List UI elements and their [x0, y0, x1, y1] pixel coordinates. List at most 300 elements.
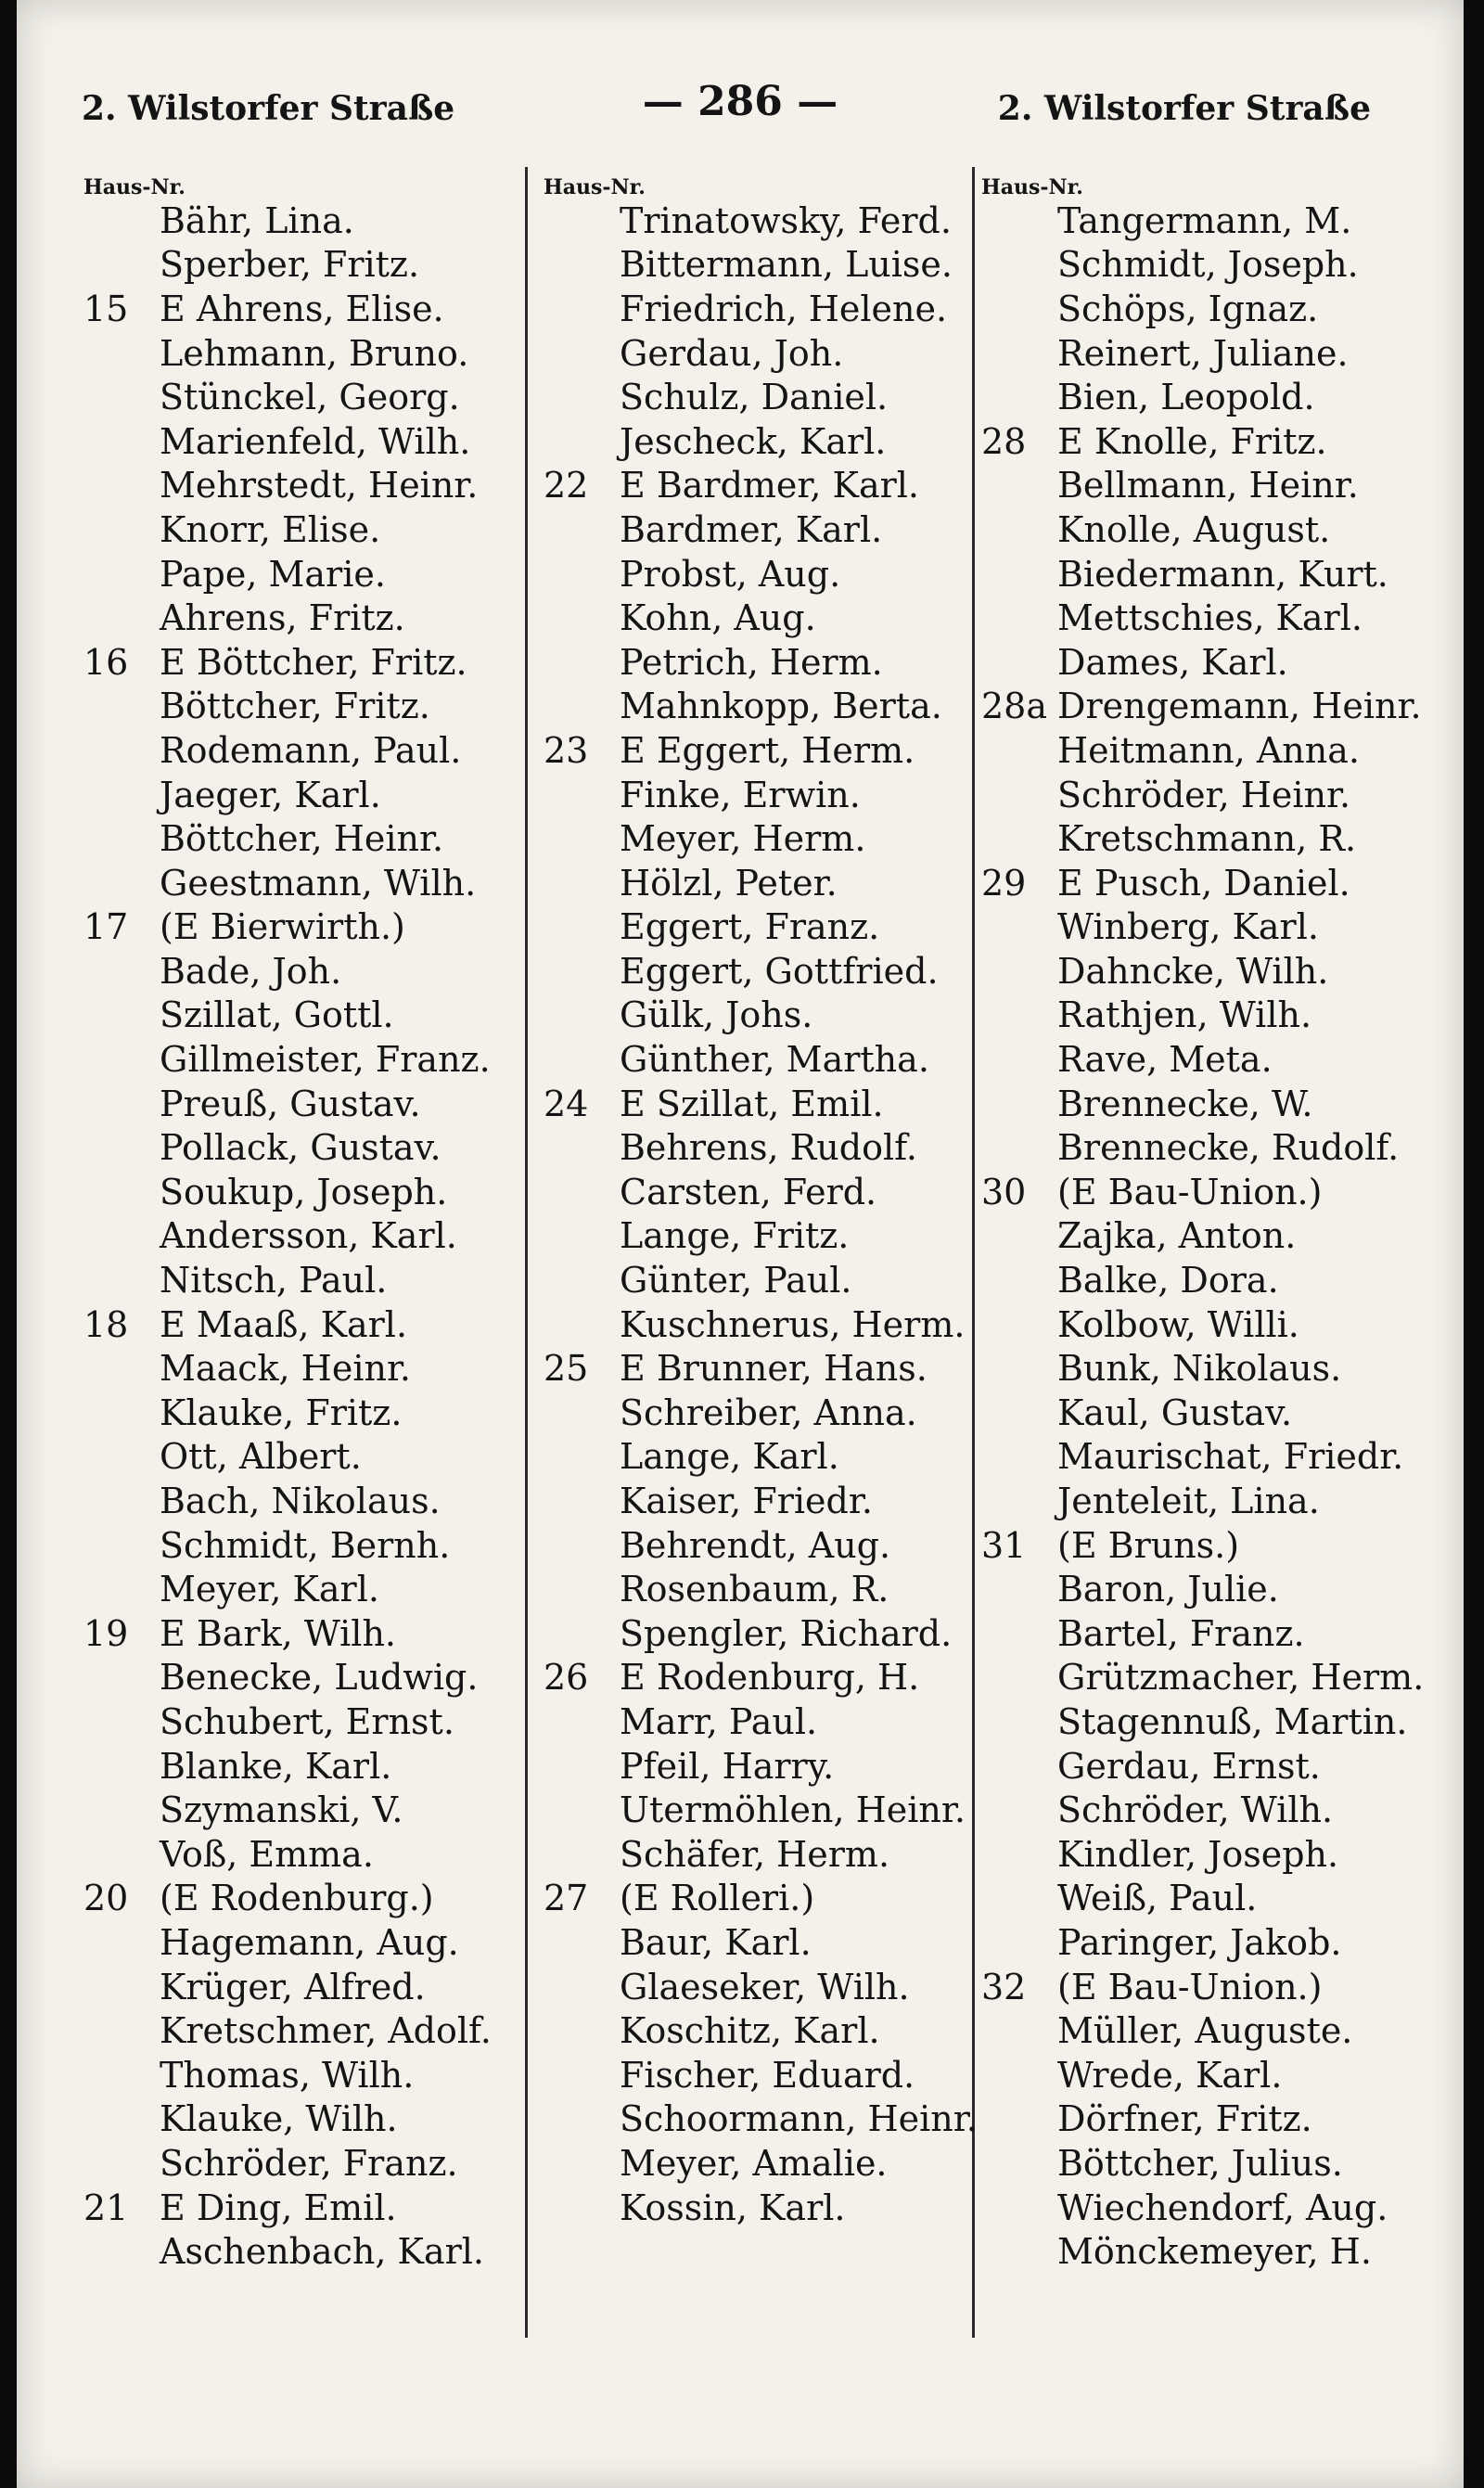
resident-name: Koschitz, Karl. — [620, 2010, 880, 2052]
resident-name: Lehmann, Bruno. — [160, 332, 469, 374]
resident-name: Krüger, Alfred. — [160, 1966, 426, 2007]
directory-entry — [981, 552, 1445, 596]
resident-name: Petrich, Herm. — [620, 641, 883, 683]
resident-name: Böttcher, Julius. — [1057, 2142, 1343, 2184]
resident-name: Finke, Erwin. — [620, 774, 861, 815]
column-2 — [544, 176, 979, 2229]
resident-name: Drengemann, Heinr. — [1057, 686, 1422, 727]
directory-entry — [981, 287, 1445, 331]
resident-name: Biedermann, Kurt. — [1057, 553, 1388, 595]
directory-entry — [83, 2008, 527, 2053]
directory-entry — [83, 243, 527, 288]
directory-entry — [544, 1788, 979, 1832]
resident-name: Schröder, Wilh. — [1057, 1789, 1334, 1831]
directory-entry — [83, 1435, 527, 1480]
resident-name: Müller, Auguste. — [1057, 2010, 1353, 2052]
page-header — [17, 78, 1464, 143]
directory-entry — [83, 1082, 527, 1126]
directory-entry — [83, 1965, 527, 2009]
column-1 — [83, 176, 527, 2274]
resident-name: Marienfeld, Wilh. — [160, 420, 471, 462]
resident-name: Aschenbach, Karl. — [160, 2231, 484, 2273]
resident-name: Kaiser, Friedr. — [620, 1481, 873, 1522]
directory-entry — [544, 1037, 979, 1082]
resident-name: Kossin, Karl. — [620, 2187, 846, 2228]
directory-entry — [981, 1125, 1445, 1170]
resident-name: Winberg, Karl. — [1057, 906, 1319, 948]
resident-name: Böttcher, Heinr. — [160, 818, 444, 860]
directory-entry — [83, 1788, 527, 1832]
resident-name: Schulz, Daniel. — [620, 377, 889, 418]
resident-name: Bellmann, Heinr. — [1057, 465, 1359, 507]
directory-entry — [544, 1258, 979, 1302]
resident-name: Schubert, Ernst. — [160, 1700, 454, 1742]
resident-name: Knorr, Elise. — [160, 508, 381, 550]
resident-name: Mönckemeyer, H. — [1057, 2231, 1372, 2273]
directory-entry — [83, 1214, 527, 1259]
resident-name: Blanke, Karl. — [160, 1745, 392, 1787]
resident-name: Probst, Aug. — [620, 553, 841, 595]
directory-entry — [544, 2097, 979, 2142]
directory-entry — [544, 861, 979, 905]
directory-entry — [981, 861, 1445, 905]
directory-entry — [83, 685, 527, 729]
resident-name: (E Rodenburg.) — [160, 1878, 434, 1919]
resident-name: Wiechendorf, Aug. — [1057, 2187, 1388, 2228]
resident-name: Brennecke, W. — [1057, 1083, 1313, 1124]
directory-entry — [83, 331, 527, 376]
resident-name: Pollack, Gustav. — [160, 1127, 441, 1169]
directory-entry — [83, 816, 527, 861]
directory-entry — [981, 2097, 1445, 2142]
resident-name: Heitmann, Anna. — [1057, 729, 1360, 771]
resident-name: Bien, Leopold. — [1057, 377, 1315, 418]
resident-name: E Böttcher, Fritz. — [160, 641, 467, 683]
directory-entry — [83, 1258, 527, 1302]
resident-name: Günter, Paul. — [620, 1260, 852, 1302]
directory-entry — [981, 1523, 1445, 1568]
resident-name: Schreiber, Anna. — [620, 1391, 917, 1433]
resident-name: Bittermann, Luise. — [620, 244, 953, 286]
resident-name: Nitsch, Paul. — [160, 1260, 388, 1302]
directory-entry — [544, 1170, 979, 1214]
resident-name: Thomas, Wilh. — [160, 2054, 415, 2096]
resident-name: Lange, Fritz. — [620, 1215, 850, 1257]
directory-entry — [981, 1965, 1445, 2009]
directory-entry — [544, 1567, 979, 1611]
resident-name: Stagennuß, Martin. — [1057, 1700, 1408, 1742]
resident-name: Sperber, Fritz. — [160, 244, 420, 286]
resident-name: E Rodenburg, H. — [620, 1657, 920, 1699]
resident-name: Behrens, Rudolf. — [620, 1127, 917, 1169]
directory-entry — [544, 464, 979, 508]
resident-name: Klauke, Fritz. — [160, 1391, 403, 1433]
directory-entry — [544, 1346, 979, 1391]
directory-entry — [981, 728, 1445, 773]
directory-entry — [981, 2008, 1445, 2053]
house-number: 32 — [981, 1966, 1027, 2007]
directory-entry — [981, 1037, 1445, 1082]
resident-name: Bardmer, Karl. — [620, 508, 883, 550]
directory-entry — [981, 949, 1445, 994]
resident-name: Grützmacher, Herm. — [1057, 1657, 1425, 1699]
directory-entry — [544, 1391, 979, 1435]
resident-name: Kuschnerus, Herm. — [620, 1303, 966, 1345]
house-number: 28a — [981, 686, 1048, 727]
resident-name: Rodemann, Paul. — [160, 729, 462, 771]
directory-entry — [544, 1965, 979, 2009]
house-number: 15 — [83, 288, 129, 329]
directory-entry — [981, 1435, 1445, 1480]
directory-entry — [83, 199, 527, 243]
directory-entry — [544, 1082, 979, 1126]
directory-entry — [544, 1523, 979, 1568]
resident-name: Knolle, August. — [1057, 508, 1331, 550]
resident-name: (E Rolleri.) — [620, 1878, 815, 1919]
resident-name: Fischer, Eduard. — [620, 2054, 915, 2096]
directory-entry — [544, 905, 979, 950]
directory-entry — [981, 2053, 1445, 2097]
resident-name: Friedrich, Helene. — [620, 288, 948, 329]
directory-entry — [981, 2186, 1445, 2230]
directory-entry — [981, 1082, 1445, 1126]
house-number: 20 — [83, 1878, 129, 1919]
resident-name: Jenteleit, Lina. — [1057, 1481, 1320, 1522]
resident-name: Meyer, Herm. — [620, 818, 866, 860]
directory-entry — [83, 552, 527, 596]
resident-name: Baur, Karl. — [620, 1921, 812, 1963]
resident-name: E Szillat, Emil. — [620, 1083, 884, 1124]
resident-name: Böttcher, Fritz. — [160, 686, 430, 727]
resident-name: Kaul, Gustav. — [1057, 1391, 1293, 1433]
directory-entry — [544, 596, 979, 640]
resident-name: Hagemann, Aug. — [160, 1921, 459, 1963]
directory-entry — [981, 1258, 1445, 1302]
resident-name: Gerdau, Ernst. — [1057, 1745, 1321, 1787]
resident-name: Utermöhlen, Heinr. — [620, 1789, 966, 1831]
resident-name: Trinatowsky, Ferd. — [620, 199, 952, 241]
directory-entry — [83, 773, 527, 817]
directory-entry — [981, 375, 1445, 419]
resident-name: Ahrens, Fritz. — [160, 597, 405, 639]
directory-entry — [544, 507, 979, 552]
resident-name: Jescheck, Karl. — [620, 420, 887, 462]
resident-name: E Bark, Wilh. — [160, 1612, 396, 1654]
resident-name: Meyer, Karl. — [160, 1569, 379, 1610]
directory-entry — [544, 375, 979, 419]
resident-name: Meyer, Amalie. — [620, 2142, 888, 2184]
directory-entry — [981, 685, 1445, 729]
house-number: 18 — [83, 1303, 129, 1345]
resident-name: Preuß, Gustav. — [160, 1083, 421, 1124]
directory-entry — [981, 464, 1445, 508]
directory-entry — [544, 1214, 979, 1259]
directory-entry — [981, 1656, 1445, 1700]
directory-entry — [83, 1656, 527, 1700]
header-street-right: 2. Wilstorfer Straße — [997, 89, 1371, 128]
directory-entry — [544, 1302, 979, 1347]
resident-name: Kindler, Joseph. — [1057, 1833, 1339, 1875]
directory-entry — [83, 507, 527, 552]
resident-name: Behrendt, Aug. — [620, 1524, 891, 1566]
directory-entry — [83, 419, 527, 464]
directory-entry — [83, 1920, 527, 1965]
resident-name: Bade, Joh. — [160, 950, 342, 992]
directory-entry — [981, 596, 1445, 640]
house-number: 21 — [83, 2187, 129, 2228]
directory-entry — [981, 2229, 1445, 2274]
house-number-label: Haus-Nr. — [981, 175, 1083, 199]
directory-entry — [544, 199, 979, 243]
directory-entry — [544, 685, 979, 729]
directory-entry — [83, 1302, 527, 1347]
resident-name: Andersson, Karl. — [160, 1215, 457, 1257]
directory-entry — [544, 419, 979, 464]
resident-name: Dörfner, Fritz. — [1057, 2098, 1312, 2140]
directory-entry — [981, 243, 1445, 288]
house-number: 29 — [981, 862, 1027, 904]
directory-entry — [544, 2008, 979, 2053]
directory-entry — [83, 1699, 527, 1744]
directory-entry — [544, 1656, 979, 1700]
resident-name: Rosenbaum, R. — [620, 1569, 889, 1610]
column-3 — [981, 176, 1445, 2274]
resident-name: Hölzl, Peter. — [620, 862, 838, 904]
resident-name: (E Bau-Union.) — [1057, 1966, 1323, 2007]
resident-name: Gerdau, Joh. — [620, 332, 844, 374]
resident-name: Benecke, Ludwig. — [160, 1657, 479, 1699]
resident-name: Geestmann, Wilh. — [160, 862, 477, 904]
resident-name: Zajka, Anton. — [1057, 1215, 1297, 1257]
resident-name: Balke, Dora. — [1057, 1260, 1279, 1302]
directory-entry — [981, 1346, 1445, 1391]
directory-entry — [83, 1744, 527, 1789]
resident-name: Kohn, Aug. — [620, 597, 816, 639]
directory-entry — [83, 728, 527, 773]
house-number: 24 — [544, 1083, 589, 1124]
resident-name: Pape, Marie. — [160, 553, 386, 595]
directory-entry — [83, 994, 527, 1038]
directory-entry — [981, 1391, 1445, 1435]
resident-name: Reinert, Juliane. — [1057, 332, 1349, 374]
directory-entry — [981, 1788, 1445, 1832]
resident-name: Mahnkopp, Berta. — [620, 686, 942, 727]
resident-name: Glaeseker, Wilh. — [620, 1966, 910, 2007]
directory-entry — [981, 199, 1445, 243]
resident-name: Soukup, Joseph. — [160, 1171, 448, 1212]
directory-entry — [981, 1877, 1445, 1921]
directory-entry — [83, 1125, 527, 1170]
directory-entry — [981, 1699, 1445, 1744]
directory-entry — [544, 949, 979, 994]
house-number: 30 — [981, 1171, 1027, 1212]
directory-entry — [544, 1832, 979, 1877]
house-number: 17 — [83, 906, 129, 948]
resident-name: E Knolle, Fritz. — [1057, 420, 1327, 462]
directory-entry — [981, 2141, 1445, 2186]
directory-entry — [981, 507, 1445, 552]
directory-entry — [544, 287, 979, 331]
directory-entry — [83, 640, 527, 685]
directory-entry — [981, 994, 1445, 1038]
directory-entry — [544, 994, 979, 1038]
directory-entry — [981, 773, 1445, 817]
resident-name: E Pusch, Daniel. — [1057, 862, 1350, 904]
directory-entry — [83, 1170, 527, 1214]
resident-name: Schröder, Franz. — [160, 2142, 458, 2184]
directory-entry — [544, 2141, 979, 2186]
directory-entry — [544, 1877, 979, 1921]
directory-entry — [83, 464, 527, 508]
resident-name: E Ding, Emil. — [160, 2187, 397, 2228]
directory-entry — [981, 331, 1445, 376]
resident-name: Schäfer, Herm. — [620, 1833, 890, 1875]
directory-entry — [83, 2186, 527, 2230]
resident-name: (E Bierwirth.) — [160, 906, 405, 948]
resident-name: Marr, Paul. — [620, 1700, 818, 1742]
directory-entry — [544, 243, 979, 288]
directory-entry — [83, 2229, 527, 2274]
directory-entry — [544, 816, 979, 861]
resident-name: E Maaß, Karl. — [160, 1303, 408, 1345]
header-street-left: 2. Wilstorfer Straße — [82, 89, 455, 128]
resident-name: Carsten, Ferd. — [620, 1171, 877, 1212]
directory-entry — [83, 905, 527, 950]
resident-name: Günther, Martha. — [620, 1039, 929, 1081]
directory-entry — [83, 949, 527, 994]
resident-name: Schmidt, Bernh. — [160, 1524, 451, 1566]
resident-name: Baron, Julie. — [1057, 1569, 1279, 1610]
resident-name: Gülk, Johs. — [620, 994, 813, 1036]
resident-name: Stünckel, Georg. — [160, 377, 460, 418]
resident-name: Mehrstedt, Heinr. — [160, 465, 479, 507]
resident-name: Rave, Meta. — [1057, 1039, 1273, 1081]
resident-name: Szillat, Gottl. — [160, 994, 394, 1036]
resident-name: Gillmeister, Franz. — [160, 1039, 491, 1081]
resident-name: E Eggert, Herm. — [620, 729, 915, 771]
directory-entry — [981, 1302, 1445, 1347]
resident-name: Eggert, Gottfried. — [620, 950, 939, 992]
house-number: 25 — [544, 1348, 589, 1390]
resident-name: Lange, Karl. — [620, 1436, 839, 1478]
directory-entry — [981, 640, 1445, 685]
resident-name: Klauke, Wilh. — [160, 2098, 398, 2140]
directory-entry — [981, 1832, 1445, 1877]
directory-entry — [544, 728, 979, 773]
directory-entry — [83, 1391, 527, 1435]
resident-name: Kolbow, Willi. — [1057, 1303, 1299, 1345]
resident-name: Wrede, Karl. — [1057, 2054, 1283, 2096]
resident-name: Bähr, Lina. — [160, 199, 354, 241]
directory-entry — [981, 1479, 1445, 1523]
house-number: 22 — [544, 465, 589, 507]
resident-name: Dames, Karl. — [1057, 641, 1288, 683]
resident-name: Voß, Emma. — [160, 1833, 374, 1875]
resident-name: Spengler, Richard. — [620, 1612, 953, 1654]
directory-entry — [83, 861, 527, 905]
resident-name: Szymanski, V. — [160, 1789, 403, 1831]
resident-name: Pfeil, Harry. — [620, 1745, 835, 1787]
resident-name: Kretschmann, R. — [1057, 818, 1357, 860]
house-number: 27 — [544, 1878, 589, 1919]
resident-name: Schmidt, Joseph. — [1057, 244, 1359, 286]
directory-entry — [83, 1037, 527, 1082]
page-number: — 286 — — [642, 78, 838, 125]
directory-entry — [981, 1920, 1445, 1965]
house-number: 16 — [83, 641, 129, 683]
house-number: 31 — [981, 1524, 1027, 1566]
directory-entry — [83, 1567, 527, 1611]
house-number: 26 — [544, 1657, 589, 1699]
directory-entry — [544, 552, 979, 596]
resident-name: Ott, Albert. — [160, 1436, 362, 1478]
resident-name: Brennecke, Rudolf. — [1057, 1127, 1400, 1169]
directory-entry — [544, 773, 979, 817]
directory-entry — [981, 1214, 1445, 1259]
resident-name: Paringer, Jakob. — [1057, 1921, 1342, 1963]
resident-name: (E Bruns.) — [1057, 1524, 1240, 1566]
resident-name: Schöps, Ignaz. — [1057, 288, 1319, 329]
directory-entry — [544, 1920, 979, 1965]
directory-entry — [544, 2186, 979, 2230]
resident-name: Maack, Heinr. — [160, 1348, 412, 1390]
house-number: 23 — [544, 729, 589, 771]
resident-name: Eggert, Franz. — [620, 906, 880, 948]
resident-name: Weiß, Paul. — [1057, 1878, 1258, 1919]
resident-name: Bach, Nikolaus. — [160, 1481, 441, 1522]
directory-entry — [981, 816, 1445, 861]
directory-entry — [544, 1435, 979, 1480]
house-number: 28 — [981, 420, 1027, 462]
resident-name: Mettschies, Karl. — [1057, 597, 1362, 639]
directory-entry — [544, 1479, 979, 1523]
resident-name: Maurischat, Friedr. — [1057, 1436, 1404, 1478]
directory-entry — [544, 331, 979, 376]
directory-entry — [83, 1611, 527, 1656]
directory-entry — [83, 1346, 527, 1391]
directory-entry — [981, 1611, 1445, 1656]
resident-name: Rathjen, Wilh. — [1057, 994, 1312, 1036]
directory-entry — [83, 2141, 527, 2186]
resident-name: Jaeger, Karl. — [160, 774, 381, 815]
directory-entry — [544, 1611, 979, 1656]
directory-entry — [981, 419, 1445, 464]
directory-entry — [981, 1744, 1445, 1789]
directory-entry — [83, 375, 527, 419]
resident-name: Schoormann, Heinr. — [620, 2098, 978, 2140]
house-number-label: Haus-Nr. — [83, 175, 186, 199]
resident-name: (E Bau-Union.) — [1057, 1171, 1323, 1212]
directory-entry — [83, 1523, 527, 1568]
resident-name: Bunk, Nikolaus. — [1057, 1348, 1342, 1390]
directory-entry — [83, 1877, 527, 1921]
directory-entry — [544, 1699, 979, 1744]
resident-name: E Bardmer, Karl. — [620, 465, 919, 507]
directory-page — [17, 0, 1464, 2488]
directory-entry — [83, 2097, 527, 2142]
resident-name: Dahncke, Wilh. — [1057, 950, 1329, 992]
resident-name: E Brunner, Hans. — [620, 1348, 928, 1390]
directory-entry — [544, 640, 979, 685]
directory-entry — [83, 287, 527, 331]
directory-entry — [981, 1170, 1445, 1214]
resident-name: Tangermann, M. — [1057, 199, 1352, 241]
directory-entry — [544, 2053, 979, 2097]
directory-entry — [83, 596, 527, 640]
directory-entry — [981, 905, 1445, 950]
house-number-label: Haus-Nr. — [544, 175, 646, 199]
directory-entry — [981, 1567, 1445, 1611]
